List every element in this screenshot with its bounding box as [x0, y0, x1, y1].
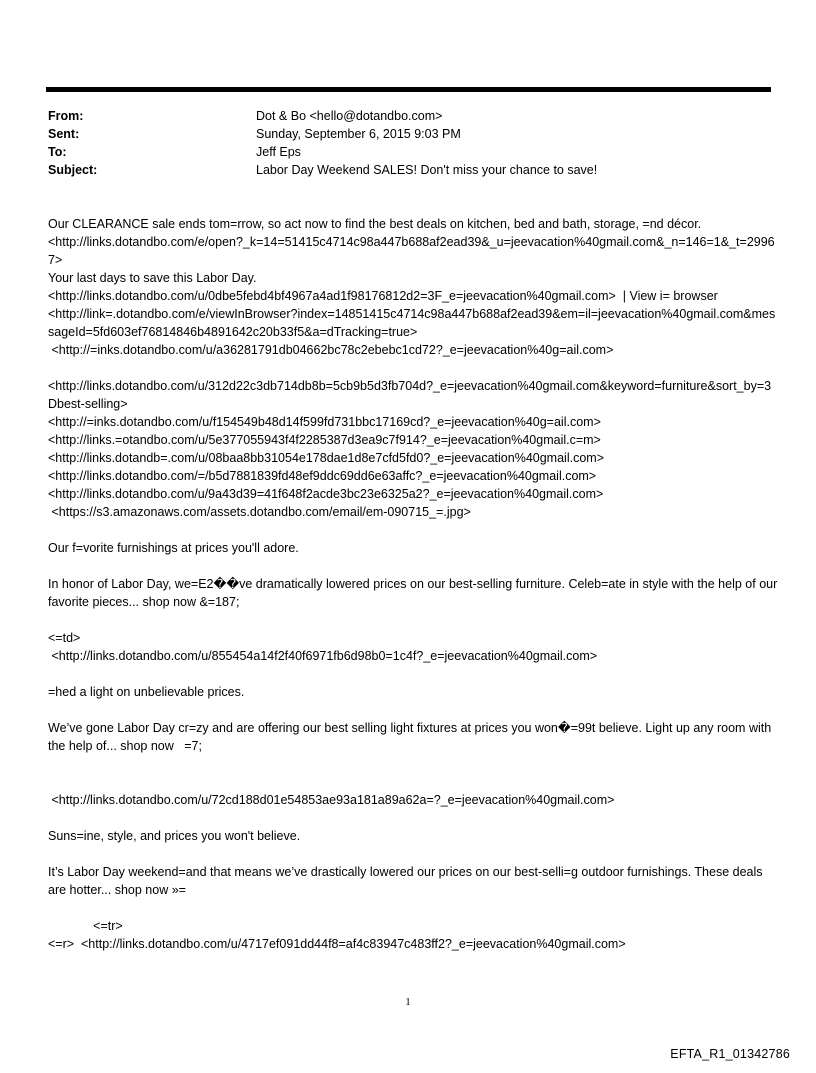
- body-line: <=tr>: [48, 919, 123, 933]
- body-line: =hed a light on unbelievable prices.: [48, 685, 245, 699]
- spacer: [48, 359, 778, 377]
- body-link: <http://links.dotandbo.com/u/855454a14f2f40f6971fb6d98b0=1c4f?_e=jeevacation%40gmail.com>: [48, 649, 598, 663]
- spacer: [48, 845, 778, 863]
- subject-label: Subject:: [48, 163, 98, 177]
- body-link: <http://link=.dotandbo.com/e/viewInBrowser?index=14851415c4714c98a447b688af2ead39&em=il=jeevacation%40gmail.com&messageId=5fd603ef76814846b4891642c20b33f5&a=dTracking=true>: [48, 307, 776, 339]
- body-link: <http://=inks.dotandbo.com/u/f154549b48d14f599fd731bbc17169cd?_e=jeevacation%40g=ail.com>: [48, 415, 601, 429]
- sent-value: Sunday, September 6, 2015 9:03 PM: [256, 127, 461, 141]
- body-line: Our CLEARANCE sale ends tom=rrow, so act now to find the best deals on kitchen, bed and bath, storage, =nd décor.: [48, 217, 702, 231]
- body-line: Our f=vorite furnishings at prices you'll adore.: [48, 541, 299, 555]
- spacer: [48, 773, 778, 791]
- from-label: From:: [48, 109, 84, 123]
- body-line: <=td>: [48, 631, 81, 645]
- email-body: [48, 215, 781, 953]
- email-header: [48, 107, 597, 179]
- header-rule: [46, 87, 771, 92]
- spacer: [48, 701, 778, 719]
- body-link: <https://s3.amazonaws.com/assets.dotandbo.com/email/em-090715_=.jpg>: [48, 505, 471, 519]
- body-line: Suns=ine, style, and prices you won't believe.: [48, 829, 301, 843]
- spacer: [48, 521, 778, 539]
- subject-row: [48, 161, 597, 179]
- to-row: [48, 143, 597, 161]
- page-number: 1: [405, 996, 411, 1008]
- from-value: Dot & Bo <hello@dotandbo.com>: [256, 109, 443, 123]
- spacer: [48, 899, 778, 917]
- body-link: <http://links.dotandbo.com/u/9a43d39=41f648f2acde3bc23e6325a2?_e=jeevacation%40gmail.com>: [48, 487, 604, 501]
- body-line: Your last days to save this Labor Day.: [48, 271, 257, 285]
- body-link: <http://links.dotandbo.com/u/72cd188d01e54853ae93a181a89a62a=?_e=jeevacation%40gmail.com>: [48, 793, 615, 807]
- body-link: <http://links.dotandbo.com/=/b5d7881839fd48ef9ddc69dd6e63affc?_e=jeevacation%40gmail.com>: [48, 469, 597, 483]
- to-label: To:: [48, 145, 67, 159]
- body-line: It’s Labor Day weekend=and that means we’ve drastically lowered our prices on our best-selli=g outdoor furnishings. These deals are hotter... shop now »=: [48, 865, 767, 897]
- body-link: <http://links.=otandbo.com/u/5e377055943f4f2285387d3ea9c7f914?_e=jeevacation%40gmail.c=m>: [48, 433, 601, 447]
- sent-label: Sent:: [48, 127, 80, 141]
- spacer: [48, 755, 778, 773]
- to-value: Jeff Eps: [256, 145, 301, 159]
- document-id: EFTA_R1_01342786: [670, 1047, 790, 1061]
- body-line: In honor of Labor Day, we=E2��ve dramatically lowered prices on our best-selling furniture. Celeb=ate in style with the help of our favorite pieces... shop now &=187;: [48, 577, 781, 609]
- body-link: <http://links.dotandbo.com/u/0dbe5febd4bf4967a4ad1f98176812d2=3F_e=jeevacation%40gmail.com> | View i= browser: [48, 289, 718, 303]
- body-line: We’ve gone Labor Day cr=zy and are offering our best selling light fixtures at prices you won�=99t believe. Light up any room with the help of... shop now =7;: [48, 721, 775, 753]
- from-row: [48, 107, 597, 125]
- subject-value: Labor Day Weekend SALES! Don't miss your chance to save!: [256, 163, 598, 177]
- spacer: [48, 611, 778, 629]
- body-link: <http://links.dotandb=.com/u/08baa8bb31054e178dae1d8e7cfd5fd0?_e=jeevacation%40gmail.com>: [48, 451, 604, 465]
- body-link: <http://links.dotandbo.com/e/open?_k=14=51415c4714c98a447b688af2ead39&_u=jeevacation%40gmail.com&_n=146=1&_t=29967>: [48, 235, 775, 267]
- sent-row: [48, 125, 597, 143]
- spacer: [48, 665, 778, 683]
- spacer: [48, 809, 778, 827]
- spacer: [48, 557, 778, 575]
- body-link: <=r> <http://links.dotandbo.com/u/4717ef091dd44f8=af4c83947c483ff2?_e=jeevacation%40gmail.com>: [48, 937, 626, 951]
- body-link: <http://=inks.dotandbo.com/u/a36281791db04662bc78c2ebebc1cd72?_e=jeevacation%40g=ail.com>: [48, 343, 614, 357]
- body-link: <http://links.dotandbo.com/u/312d22c3db714db8b=5cb9b5d3fb704d?_e=jeevacation%40gmail.com&keyword=furniture&sort_by=3Dbest-selling>: [48, 379, 772, 411]
